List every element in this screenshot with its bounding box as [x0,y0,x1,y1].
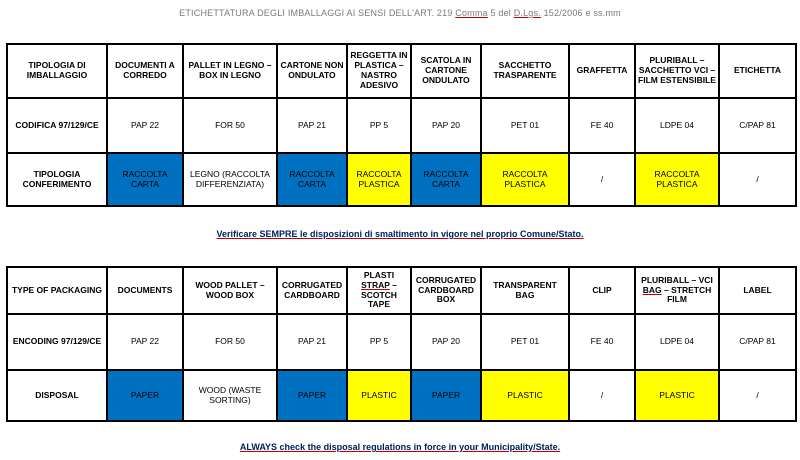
header-cell: DOCUMENTI A CORREDO [107,44,183,98]
disposal-cell: RACCOLTA CARTA [411,153,481,206]
header-cell: GRAFFETTA [569,44,635,98]
header-cell: ETICHETTA [719,44,796,98]
disposal-cell: LEGNO (RACCOLTA DIFFERENZIATA) [183,153,277,206]
disposal-cell: RACCOLTA CARTA [277,153,347,206]
header-row [7,44,796,98]
code-cell: PP 5 [347,314,411,370]
row-label: ENCODING 97/129/CE [7,314,107,370]
header-cell: CORRUGATED CARDBOARD [277,267,347,314]
disposal-notice-english: ALWAYS check the disposal regulations in force in your Municipality/State. [239,442,561,452]
disposal-cell: PAPER [411,370,481,421]
disposal-cell: PLASTIC [635,370,719,421]
document-title [0,8,800,18]
header-cell: TYPE OF PACKAGING [7,267,107,314]
disposal-cell: PAPER [277,370,347,421]
disposal-notice-italian: Verificare SEMPRE le disposizioni di smaltimento in vigore nel proprio Comune/Stato. [216,229,584,239]
header-cell: PLASTI STRAP – SCOTCH TAPE [347,267,411,314]
code-cell: LDPE 04 [635,314,719,370]
title-part: 5 del [487,8,514,18]
disposal-cell: PLASTIC [347,370,411,421]
title-part: ETICHETTATURA DEGLI IMBALLAGGI AI SENSI DELL'ART. 219 [179,8,456,18]
disposal-cell: / [719,370,796,421]
header-cell: PLURIBALL – VCI BAG – STRETCH FILM [635,267,719,314]
header-cell: REGGETTA IN PLASTICA – NASTRO ADESIVO [347,44,411,98]
code-cell: C/PAP 81 [719,314,796,370]
title-part: Comma [455,8,488,18]
disposal-cell: RACCOLTA PLASTICA [481,153,569,206]
code-cell: PAP 21 [277,314,347,370]
header-cell: PLURIBALL – SACCHETTO VCI – FILM ESTENSIBILE [635,44,719,98]
row-label: DISPOSAL [7,370,107,421]
disposal-cell: / [569,153,635,206]
disposal-row [7,153,796,206]
disposal-cell: PAPER [107,370,183,421]
code-cell: FOR 50 [183,314,277,370]
title-part: D.Lgs. [513,8,541,18]
header-cell: TRANSPARENT BAG [481,267,569,314]
code-row [7,314,796,370]
code-cell: FE 40 [569,314,635,370]
header-cell: TIPOLOGIA DI IMBALLAGGIO [7,44,107,98]
code-cell: PAP 21 [277,98,347,153]
code-cell: PAP 20 [411,314,481,370]
code-cell: PAP 22 [107,98,183,153]
code-cell: PAP 20 [411,98,481,153]
header-cell: DOCUMENTS [107,267,183,314]
header-cell: SCATOLA IN CARTONE ONDULATO [411,44,481,98]
code-cell: FOR 50 [183,98,277,153]
code-cell: FE 40 [569,98,635,153]
header-cell: CLIP [569,267,635,314]
code-cell: PP 5 [347,98,411,153]
disposal-cell: / [719,153,796,206]
header-row [7,267,796,314]
disposal-cell: RACCOLTA PLASTICA [347,153,411,206]
code-cell: LDPE 04 [635,98,719,153]
code-row [7,98,796,153]
header-cell: WOOD PALLET – WOOD BOX [183,267,277,314]
disposal-cell: / [569,370,635,421]
title-part: 152/2006 e ss.mm [540,8,621,18]
header-cell: PALLET IN LEGNO – BOX IN LEGNO [183,44,277,98]
header-cell: CORRUGATED CARDBOARD BOX [411,267,481,314]
header-cell: CARTONE NON ONDULATO [277,44,347,98]
row-label: CODIFICA 97/129/CE [7,98,107,153]
disposal-cell: RACCOLTA PLASTICA [635,153,719,206]
code-cell: PET 01 [481,314,569,370]
disposal-cell: PLASTIC [481,370,569,421]
packaging-table-english [6,266,797,422]
code-cell: PAP 22 [107,314,183,370]
code-cell: PET 01 [481,98,569,153]
disposal-cell: WOOD (WASTE SORTING) [183,370,277,421]
disposal-row [7,370,796,421]
packaging-table-italian [6,43,797,207]
row-label: TIPOLOGIA CONFERIMENTO [7,153,107,206]
code-cell: C/PAP 81 [719,98,796,153]
header-cell: SACCHETTO TRASPARENTE [481,44,569,98]
disposal-cell: RACCOLTA CARTA [107,153,183,206]
header-cell: LABEL [719,267,796,314]
